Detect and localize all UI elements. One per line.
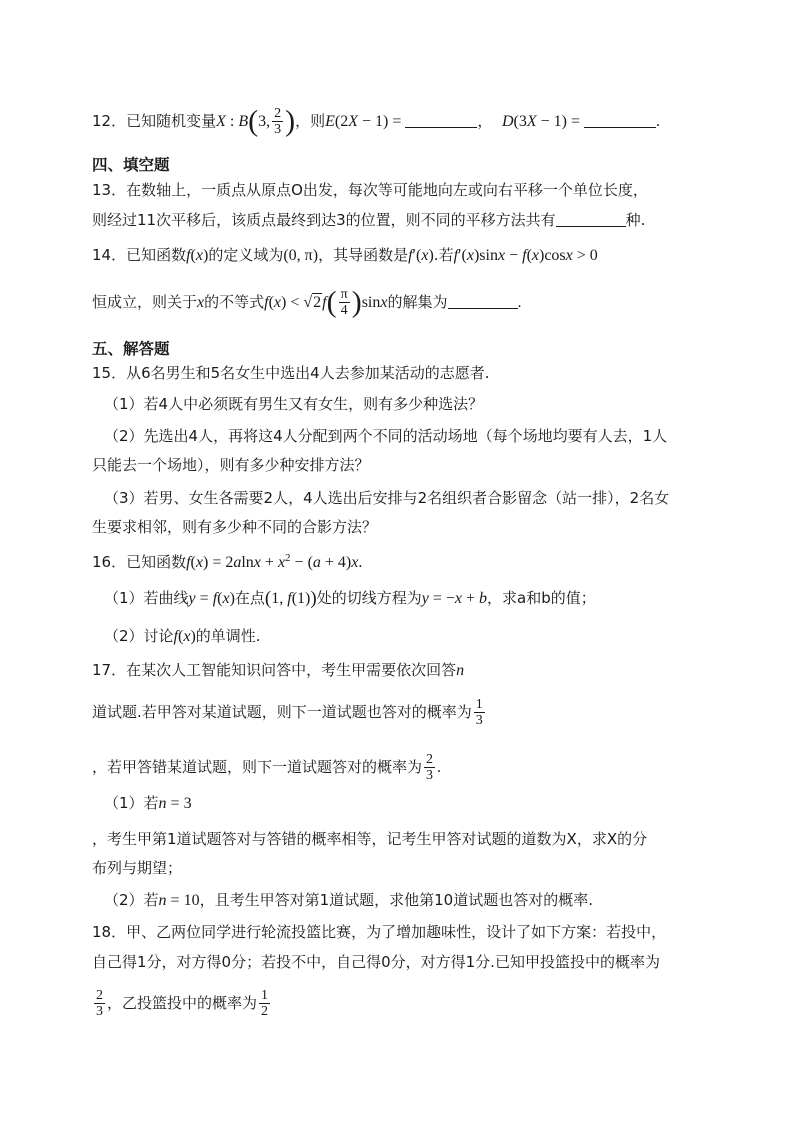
question-15-part-2-line-1: （2）先选出4人，再将这4人分配到两个不同的活动场地（每个场地均要有人去，1人 [104, 427, 668, 445]
question-17-part-1-line-3: 布列与期望； [92, 859, 183, 877]
question-16-part-1: （1）若曲线y = f(x)在点(1, f(1))处的切线方程为y = −x + b，求a和b的值； [104, 588, 596, 609]
question-13-line-1: 13．在数轴上，一质点从原点O出发，每次等可能地向左或向右平移一个单位长度， [92, 181, 648, 199]
question-18-line-2: 自己得1分，对方得0分；若投不中，自己得0分，对方得1分.已知甲投篮投中的概率为 [92, 953, 660, 971]
question-17-part-1-line-2: ，考生甲第1道试题答对与答错的概率相等，记考生甲答对试题的道数为X，求X的分 [92, 830, 648, 848]
answer-blank-12b[interactable] [584, 113, 656, 128]
question-18-line-1: 18．甲、乙两位同学进行轮流投篮比赛，为了增加趣味性，设计了如下方案：若投中， [92, 923, 667, 941]
answer-blank-13[interactable] [556, 212, 626, 227]
answer-blank-12a[interactable] [405, 113, 477, 128]
question-15-part-3-line-2: 生要求相邻，则有多少种不同的合影方法？ [92, 518, 378, 536]
question-17-part-1: （1）若n = 3 [104, 794, 192, 812]
question-15-intro: 15．从6名男生和5名女生中选出4人去参加某活动的志愿者. [92, 364, 490, 382]
question-12: 12．已知随机变量X : B(3, $\frac{2}{3}$ )，则E(2X − 1) = ， D(3X − 1) = . [92, 104, 660, 138]
question-16-part-2: （2）讨论f(x)的单调性. [104, 627, 261, 645]
question-17-line-2: 道试题.若甲答对某道试题，则下一道试题也答对的概率为 $\frac{1}{3}$ [92, 697, 483, 728]
question-15-part-3-line-1: （3）若男、女生各需要2人，4人选出后安排与2名组织者合影留念（站一排），2名女 [104, 489, 670, 507]
answer-blank-14[interactable] [448, 294, 518, 309]
question-17-line-3: ，若甲答错某道试题，则下一道试题答对的概率为 $\frac{2}{3}$ . [92, 752, 442, 783]
question-14-line-1: 14．已知函数f(x)的定义域为(0, π)，其导函数是f′(x).若f′(x)sinx − f(x)cosx > 0 [92, 246, 598, 264]
question-15-part-1: （1）若4人中必须既有男生又有女生，则有多少种选法？ [104, 395, 484, 413]
question-14-line-2: 恒成立，则关于x的不等式f(x) < √2f( $\frac{\pi}{4}$ )sinx的解集为 . [92, 285, 522, 319]
question-18-line-3: $\frac{2}{3}$ ，乙投篮投中的概率为 $\frac{1}{2}$ [96, 988, 269, 1019]
section-heading-solutions: 五、解答题 [92, 340, 170, 358]
question-17-intro: 17．在某次人工智能知识问答中，考生甲需要依次回答n [92, 661, 465, 679]
question-15-part-2-line-2: 只能去一个场地），则有多少种安排方法？ [92, 456, 370, 474]
question-17-part-2: （2）若n = 10，且考生甲答对第1道试题，求他第10道试题也答对的概率. [104, 891, 593, 909]
question-16-intro: 16．已知函数$f(x) = 2alnx + x^2 - (a + 4)x$. [92, 552, 363, 571]
section-heading-fill-in: 四、填空题 [92, 156, 170, 174]
question-13-line-2: 则经过11次平移后，该质点最终到达3的位置，则不同的平移方法共有 种. [92, 211, 646, 229]
